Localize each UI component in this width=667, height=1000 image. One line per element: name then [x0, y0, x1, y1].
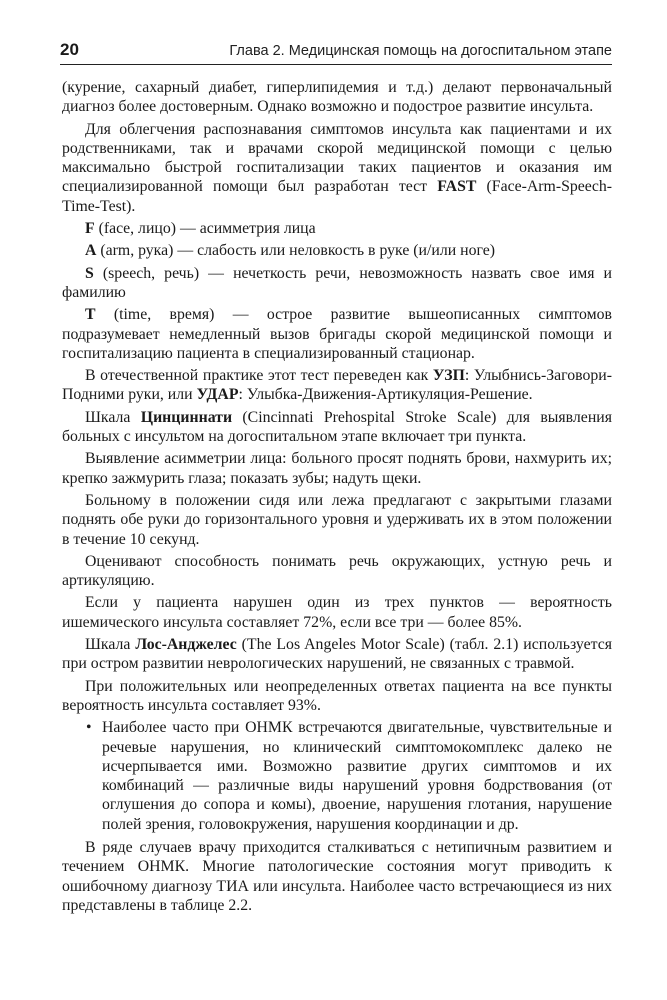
paragraph-arm-test [62, 491, 612, 549]
paragraph-text: : Улыбка-Движения-Артикуляция-Решение. [238, 386, 533, 404]
fast-item-text: (time, время) — острое развитие вышеописанных симптомов подразумевает немедленный вызов бригады скорой медицинской помощи и госпитализацию пациента в специализированный стационар. [62, 306, 612, 362]
fast-item-text: (speech, речь) — нечеткость речи, невозможность назвать свое имя и фамилию [62, 264, 612, 301]
fast-item-text: (arm, рука) — слабость или неловкость в руке (и/или ноге) [96, 242, 496, 260]
bullet-text: Наиболее часто при ОНМК встречаются двигательные, чувствительные и речевые нарушения, но клинический симптомокомплекс далеко не исчерпывается ими. Возможно развитие других симптомов и их комбинаций — различные виды нарушений уровня бодрствования (от оглушения до сопора и комы), двоение, нарушения глотания, нарушение полей зрения, головокружения, нарушения координации и др. [102, 719, 612, 833]
udar-term: УДАР [196, 386, 239, 404]
paragraph-text: При положительных или неопределенных ответах пациента на все пункты вероятность инсульта составляет 93%. [62, 677, 612, 714]
cincinnati-term: Цинциннати [140, 408, 233, 426]
paragraph-text: Больному в положении сидя или лежа предлагают с закрытыми глазами поднять обе руки до горизонтального уровня и удерживать их в этом положении в течение 10 секунд. [62, 491, 612, 548]
page-body [62, 78, 612, 918]
paragraph-text: В отечественной практике этот тест переведен как [85, 367, 433, 385]
paragraph-probability [62, 593, 612, 632]
paragraph-risk-factors [62, 78, 612, 117]
bullet-marker: • [86, 719, 92, 737]
paragraph-text: Оценивают способность понимать речь окружающих, устную речь и артикуляцию. [62, 552, 612, 590]
los-angeles-term: Лос-Анджелес [135, 636, 237, 654]
paragraph-text: Если у пациента нарушен один из трех пунктов — вероятность ишемического инсульта составляет 72%, если все три — более 85%. [62, 594, 612, 631]
fast-item-s [62, 264, 612, 303]
fast-item-t [62, 305, 612, 363]
paragraph-speech-test [62, 552, 612, 591]
paragraph-text: (Face-Arm-Speech-Time-Test). [62, 178, 612, 215]
paragraph-atypical [62, 838, 612, 915]
paragraph-domestic-practice [62, 366, 612, 405]
paragraph-text: (курение, сахарный диабет, гиперлипидемия и т.д.) делают первоначальный диагноз более достоверным. Однако возможно и подострое развитие инсульта. [62, 79, 612, 116]
bullet-item [62, 718, 612, 834]
fast-item-a [62, 241, 612, 260]
paragraph-text: Для облегчения распознавания симптомов инсульта как пациентами и их родственниками, так и врачами скорой медицинской помощи с целью максимально быстрой госпитализации таких пациентов и оказания им специализированной помощи был разработан тест [62, 120, 612, 196]
paragraph-text: Шкала [85, 408, 141, 426]
paragraph-cincinnati [62, 408, 612, 447]
paragraph-text: В ряде случаев врачу приходится сталкиваться с нетипичным развитием и течением ОНМК. Многие патологические состояния могут приводить к ошибочному диагнозу ТИА или инсульта. Наиболее часто встречающиеся из них представлены в таблице 2.2. [62, 838, 612, 914]
paragraph-text: Шкала [85, 636, 136, 654]
fast-letter-a: A [85, 242, 97, 260]
fast-item-text: (face, лицо) — асимметрия лица [94, 220, 316, 238]
paragraph-text: : Улыбнись-Заговори-Подними руки, или [62, 367, 612, 404]
fast-letter-s: S [85, 264, 94, 282]
paragraph-los-angeles [62, 635, 612, 674]
uzp-term: УЗП [432, 367, 465, 385]
paragraph-positive-answers [62, 677, 612, 716]
fast-letter-t: T [85, 306, 96, 324]
paragraph-fast-intro [62, 120, 612, 216]
paragraph-text: Выявление асимметрии лица: больного просят поднять брови, нахмурить их; крепко зажмурить глаза; показать зубы; надуть щеки. [62, 450, 612, 487]
fast-item-f [62, 219, 612, 238]
page-number: 20 [60, 40, 79, 59]
paragraph-face-asymmetry [62, 449, 612, 488]
chapter-title: Глава 2. Медицинская помощь на догоспитальном этапе [229, 43, 612, 59]
fast-letter-f: F [85, 220, 95, 238]
running-header [60, 40, 612, 65]
paragraph-text: (Cincinnati Prehospital Stroke Scale) для выявления больных с инсультом на догоспитальном этапе включает три пункта. [62, 408, 612, 446]
fast-term: FAST [437, 178, 477, 196]
paragraph-text: (The Los Angeles Motor Scale) (табл. 2.1) используется при остром развитии неврологических нарушений, не связанных с травмой. [62, 636, 612, 673]
